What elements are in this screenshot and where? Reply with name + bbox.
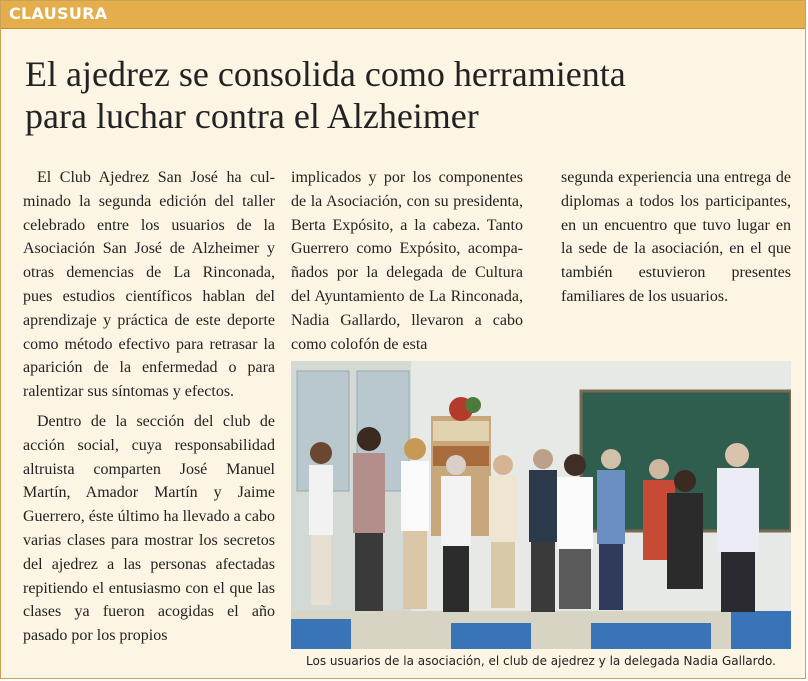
article-paragraph: segunda experiencia una entrega de diplomas a todos los participantes, en un encuentro que tuvo lugar en la sede de la asociación, en el que también estuvieron presentes familiares de los usuarios. bbox=[561, 169, 791, 305]
article-paragraph: Dentro de la sección del club de acción social, cuya responsabilidad altruista comparten José Manuel Martín, Amador Martín y Jaime Guerrero, éste último ha llevado a cabo varias clases para mostrar los secretos del ajedrez a las personas afectadas repitiendo el entusiasmo con el que las clases ya fueron acogidas el año pasado por los propios bbox=[23, 412, 275, 645]
photo-caption: Los usuarios de la asociación, el club de ajedrez y la delegada Nadia Gallardo. bbox=[306, 654, 776, 668]
headline-line-1: El ajedrez se consolida como herramienta bbox=[25, 54, 626, 94]
headline-line-2: para luchar contra el Alzheimer bbox=[25, 96, 479, 136]
article-column-3 bbox=[561, 166, 791, 309]
article-paragraph: implicados y por los componentes de la Asociación, con su presidenta, Berta Expósito, a la cabeza. Tanto Guerrero como Expósito, acompañados por la delegada de Cultura del Ayuntamiento de La Rinconada, Nadia Gallardo, llevaron a cabo como colofón de esta bbox=[291, 169, 523, 353]
article-headline bbox=[25, 53, 785, 137]
article-column-2 bbox=[291, 166, 523, 356]
section-header-bar bbox=[1, 1, 805, 29]
article-paragraph: El Club Ajedrez San José ha culminado la segunda edición del taller celebrado entre los usuarios de la Asociación San José de Alzheimer y otras demencias de La Rinconada, pues estudios científicos hablan del aprendizaje y práctica de este deporte como método efectivo para retrasar la aparición de la enfermedad o para ralentizar sus síntomas y efectos. bbox=[23, 169, 275, 401]
group-photo bbox=[291, 361, 791, 649]
group-photo-illustration bbox=[291, 361, 791, 649]
article-column-1 bbox=[23, 166, 275, 648]
section-label: CLAUSURA bbox=[9, 4, 108, 23]
